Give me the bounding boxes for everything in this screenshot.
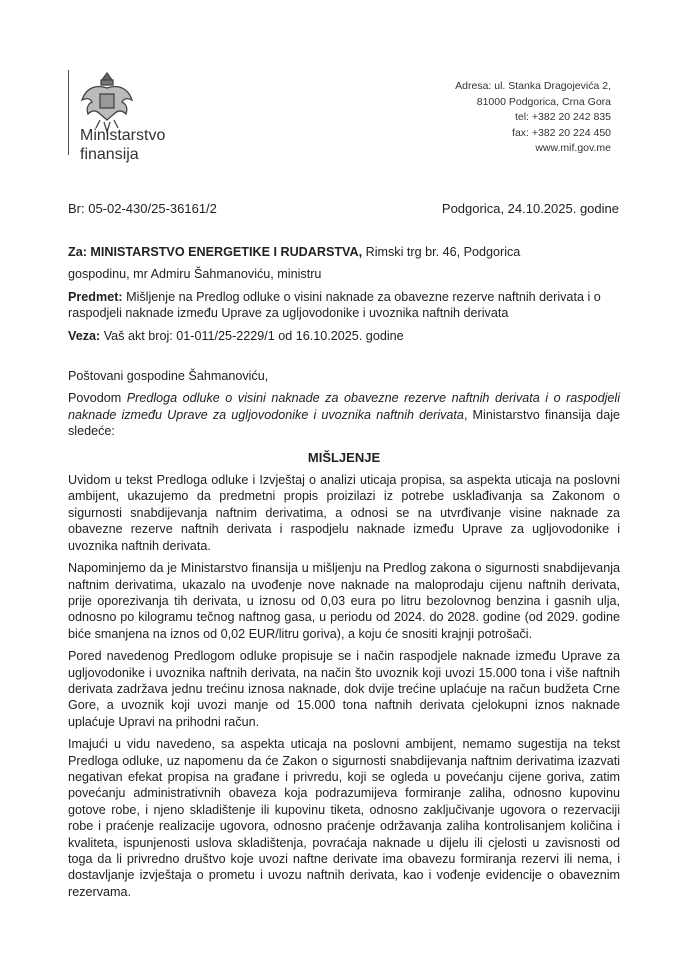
paragraph: Uvidom u tekst Predloga odluke i Izvještaj o analizi uticaja propisa, sa aspekta uticaja na poslovni ambijent, ukazujemo da predmetni propis proizilazi iz potrebe usklađivanja sa Zakonom o sigurnosti snabdijevanja naftnim derivatima, a odnosi se na utvrđivanje visine naknade za obavezne rezerve naftnih derivata i raspodjelu naknade između Uprave za ugljovodonike i uvoznika naftnih derivata. [68,473,620,553]
ministry-name-line1: Ministarstvo [80,127,166,144]
ministry-name [80,126,165,164]
link-label: Veza: [68,328,101,343]
address-line: 81000 Podgorica, Crna Gora [476,95,611,108]
intro-post: , Ministarstvo finansija daje sledeće: [68,407,620,439]
link-text: Vaš akt broj: 01-011/25-2229/1 od 16.10.2025. godine [100,328,404,343]
fax: fax: +382 20 224 450 [512,126,611,139]
intro-paragraph [68,390,620,439]
paragraph: Pored navedenog Predlogom odluke propisuje se i način raspodjele naknade između Uprave za ugljovodonike i uvoznika naftnih derivata, na način što uvoznik koji uvozi 15.000 tona i više naftnih derivata zadržava jednu trećinu iznosa naknade, dok dvije trećine uplaćuje na račun budžeta Crne Gore, a uvoznik koji uvozi manje od 15.000 tona naftnih derivata cjelokupni iznos naknade uplaćuje Upravi na prihodni račun. [68,649,620,729]
salutation: Poštovani gospodine Šahmanoviću, [68,369,269,384]
paragraph: Napominjemo da je Ministarstvo finansija u mišljenju na Predlog zakona o sigurnosti snabdijevanja naftnim derivatima, ukazalo na uvođenje nove naknade na maloprodaju cijenu naftnih derivata, prije oporezivanja tih derivata, u iznosu od 0,03 eura po litru bezolovnog benzina i gasnih ulja, odnosno po kilogramu tečnog naftnog gasa, u periodu od 2024. do 2028. godine (od 2029. godine biće smanjena na iznos od 0,02 EUR/litru goriva), a koju će snositi krajnji potrošači. [68,561,620,641]
ministry-name-line2: finansija [80,146,139,163]
recipient-person: gospodinu, mr Admiru Šahmanoviću, ministru [68,267,322,282]
subject-text: Mišljenje na Predlog odluke o visini naknade za obavezne rezerve naftnih derivata i o raspodjeli naknade između Uprave za ugljovodonike i uvoznika naftnih derivata [68,289,601,321]
contact-block [455,79,611,157]
address-line: Adresa: ul. Stanka Dragojevića 2, [455,80,611,92]
document-date: Podgorica, 24.10.2025. godine [441,201,619,216]
opinion-title: MIŠLJENJE [307,449,381,465]
subject [68,289,620,322]
letterhead-divider [68,70,69,155]
website: www.mif.gov.me [535,142,611,154]
intro-pre: Povodom [68,391,127,406]
letter-body [68,244,620,906]
intro-italic: Predloga odluke o visini naknade za obavezne rezerve naftnih derivata i o raspodjeli naknade između Uprave za ugljovodonike i uvoznika naftnih derivata [68,391,621,422]
recipient [68,244,620,260]
recipient-address: Rimski trg br. 46, Podgorica [362,245,521,259]
coat-of-arms-icon [78,70,136,134]
reference-number: Br: 05-02-430/25-36161/2 [68,201,217,216]
phone: tel: +382 20 242 835 [514,111,611,123]
link-reference [68,328,620,344]
paragraph: Imajući u vidu navedeno, sa aspekta uticaja na poslovni ambijent, nemamo sugestija na tekst Predloga odluke, uz napomenu da će Zakon o sigurnosti snabdijevanja naftnim derivatima izazvati negativan efekat propisa na građane i privredu, koji se ogleda u povećanju cijene goriva, zatim povećanju administrativnih obaveza koja podrazumijeva formiranje zaliha, odnosno kupovinu gotove robe, i njeno skladištenje ili kupovinu tiketa, odnosno zaključivanje ugovora o rezervaciji robe i praćenje realizacije ugovora, odnosno praćenje održavanja zaliha kontrolisanjem količina i kvaliteta, ispunjenosti uslova skladištenja, povraćaja naknade u dijelu ili cjelosti u zavisnosti od toga da li privredno društvo koje uvozi naftne derivate ima obavezu formiranja rezervi ili nema, i dostavljanje izvještaja o prometu i uvozu naftnih derivata, kao i vođenje evidencije o obaveznim rezervama. [68,737,620,899]
subject-label: Predmet: [68,289,123,304]
recipient-label: Za: [68,245,87,259]
recipient-name: MINISTARSTVO ENERGETIKE I RUDARSTVA, [90,245,363,259]
